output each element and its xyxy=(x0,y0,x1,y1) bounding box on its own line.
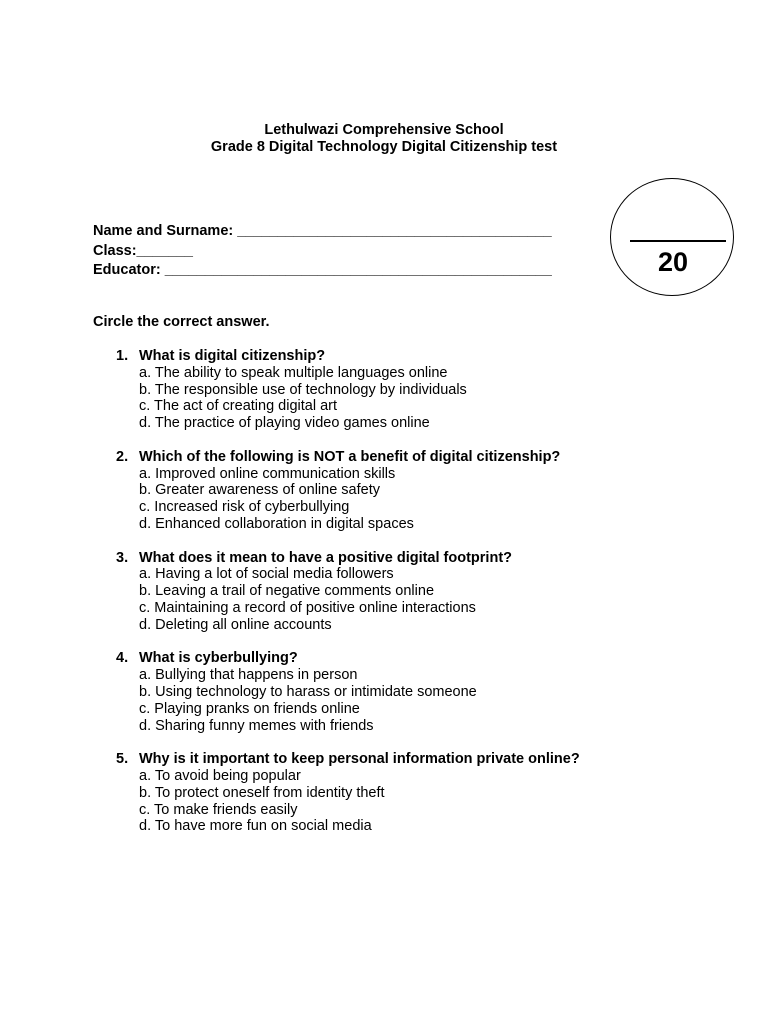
question-5 xyxy=(116,751,580,835)
answer-option[interactable]: b. Using technology to harass or intimidate someone xyxy=(139,683,477,700)
answer-option[interactable]: b. To protect oneself from identity theft xyxy=(139,784,385,801)
answer-option[interactable]: d. Enhanced collaboration in digital spaces xyxy=(139,515,414,532)
answer-option[interactable]: c. To make friends easily xyxy=(139,801,298,818)
question-text: What is digital citizenship? xyxy=(139,348,326,364)
question-4 xyxy=(116,650,580,734)
document-header xyxy=(0,122,768,156)
test-title: Grade 8 Digital Technology Digital Citizenship test xyxy=(210,139,558,155)
score-total: 20 xyxy=(657,247,689,277)
score-circle xyxy=(610,178,734,296)
student-details xyxy=(93,222,552,281)
answer-option[interactable]: c. The act of creating digital art xyxy=(139,398,338,415)
score-blank-line xyxy=(630,240,726,242)
question-text: What does it mean to have a positive digital footprint? xyxy=(139,549,512,566)
answer-option[interactable]: a. To avoid being popular xyxy=(139,767,301,784)
answer-option[interactable]: c. Increased risk of cyberbullying xyxy=(139,499,350,516)
question-text: What is cyberbullying? xyxy=(139,650,298,667)
question-list xyxy=(116,348,580,852)
answer-option[interactable]: b. Leaving a trail of negative comments online xyxy=(139,583,435,600)
answer-option[interactable]: d. Deleting all online accounts xyxy=(139,616,332,633)
question-text: Why is it important to keep personal information private online? xyxy=(139,751,580,768)
question-text: Which of the following is NOT a benefit of digital citizenship? xyxy=(139,448,561,465)
answer-option[interactable]: b. Greater awareness of online safety xyxy=(139,482,380,499)
answer-option[interactable]: a. The ability to speak multiple languages online xyxy=(139,364,448,381)
question-3 xyxy=(116,550,580,634)
question-number: 2. xyxy=(116,448,129,465)
question-number: 4. xyxy=(116,650,129,667)
school-name: Lethulwazi Comprehensive School xyxy=(264,122,504,138)
answer-option[interactable]: a. Having a lot of social media followers xyxy=(139,566,394,583)
answer-option[interactable]: c. Playing pranks on friends online xyxy=(139,700,360,717)
question-2 xyxy=(116,449,580,533)
question-number: 3. xyxy=(116,549,129,566)
answer-option[interactable]: d. Sharing funny memes with friends xyxy=(139,717,374,734)
answer-option[interactable]: a. Bullying that happens in person xyxy=(139,667,358,684)
question-number: 5. xyxy=(116,751,129,768)
educator-field: Educator: ________________________________________________ xyxy=(93,262,552,278)
instruction-text: Circle the correct answer. xyxy=(93,314,270,330)
class-field: Class:_______ xyxy=(93,242,193,259)
question-1 xyxy=(116,348,580,432)
question-number: 1. xyxy=(116,348,129,364)
answer-option[interactable]: a. Improved online communication skills xyxy=(139,465,396,482)
name-surname-field: Name and Surname: _______________________________________ xyxy=(93,223,552,239)
answer-option[interactable]: d. To have more fun on social media xyxy=(139,818,372,835)
answer-option[interactable]: d. The practice of playing video games online xyxy=(139,415,430,432)
answer-option[interactable]: c. Maintaining a record of positive online interactions xyxy=(139,599,476,616)
answer-option[interactable]: b. The responsible use of technology by individuals xyxy=(139,381,467,398)
